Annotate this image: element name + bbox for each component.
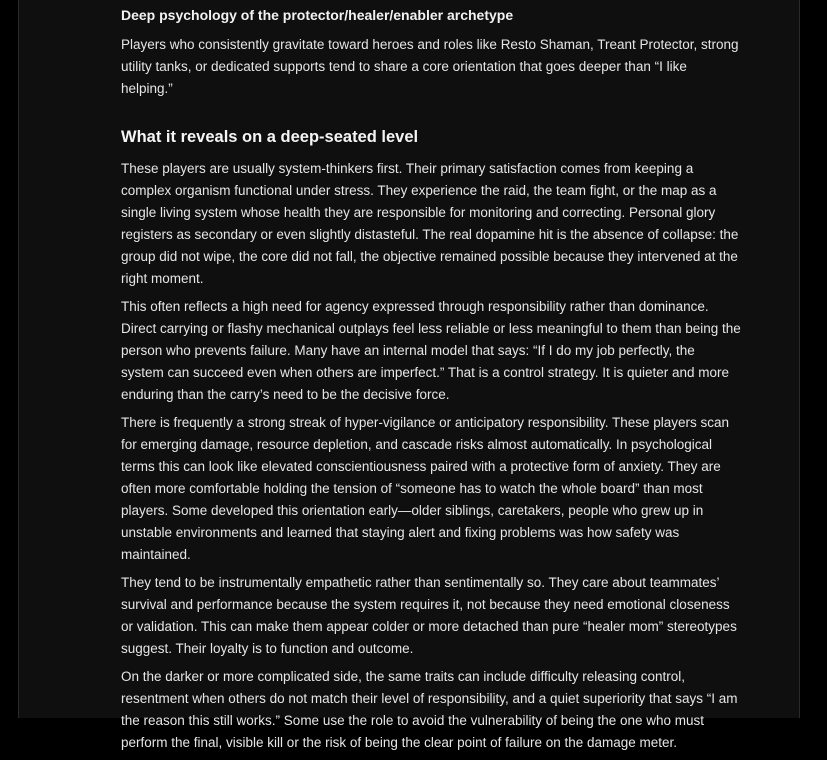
body-paragraph: There is frequently a strong streak of hyper-vigilance or anticipatory responsibility. These players scan for emerging damage, resource depletion, and cascade risks almost automatically. In psychological terms this can look like elevated conscientiousness paired with a protective form of anxiety. They are often more comfortable holding the tension of “someone has to watch the whole board” than most players. Some developed this orientation early—older siblings, caretakers, people who grew up in unstable environments and learned that staying alert and fixing problems was how safety was maintained.	[121, 415, 730, 562]
lead-title: Deep psychology of the protector/healer/enabler archetype	[121, 7, 514, 23]
response-content	[121, 6, 741, 760]
body-paragraph: This often reflects a high need for agency expressed through responsibility rather than dominance. Direct carrying or flashy mechanical outplays feel less reliable or less meaningful to them than being the person who prevents failure. Many have an internal model that says: “If I do my job perfectly, the system can succeed even when others are imperfect.” That is a control strategy. It is quieter and more enduring than the carry’s need to be the decisive force.	[121, 299, 741, 402]
body-paragraph: They tend to be instrumentally empathetic rather than sentimentally so. They care about teammates’ survival and performance because the system requires it, not because they need emotional closeness or validation. This can make them appear colder or more detached than pure “healer mom” stereotypes suggest. Their loyalty is to function and outcome.	[121, 575, 737, 656]
body-paragraph: These players are usually system-thinkers first. Their primary satisfaction comes from keeping a complex organism functional under stress. They experience the raid, the team fight, or the map as a single living system whose health they are responsible for monitoring and correcting. Personal glory registers as secondary or even slightly distasteful. The real dopamine hit is the absence of collapse: the group did not wipe, the core did not fall, the objective remained possible because they intervened at the right moment.	[121, 161, 739, 286]
section-heading: What it reveals on a deep-seated level	[121, 128, 419, 146]
chat-response-panel	[18, 0, 800, 750]
body-paragraph: On the darker or more complicated side, the same traits can include difficulty releasing control, resentment when others do not match their level of responsibility, and a quiet superiority that says “I am the reason this still works.” Some use the role to avoid the vulnerability of being the one who must perform the final, visible kill or the risk of being the clear point of failure on the damage meter.	[121, 669, 738, 750]
intro-paragraph: Players who consistently gravitate toward heroes and roles like Resto Shaman, Treant Protector, strong utility tanks, or dedicated supports tend to share a core orientation that goes deeper than “I like helping.”	[121, 37, 739, 96]
